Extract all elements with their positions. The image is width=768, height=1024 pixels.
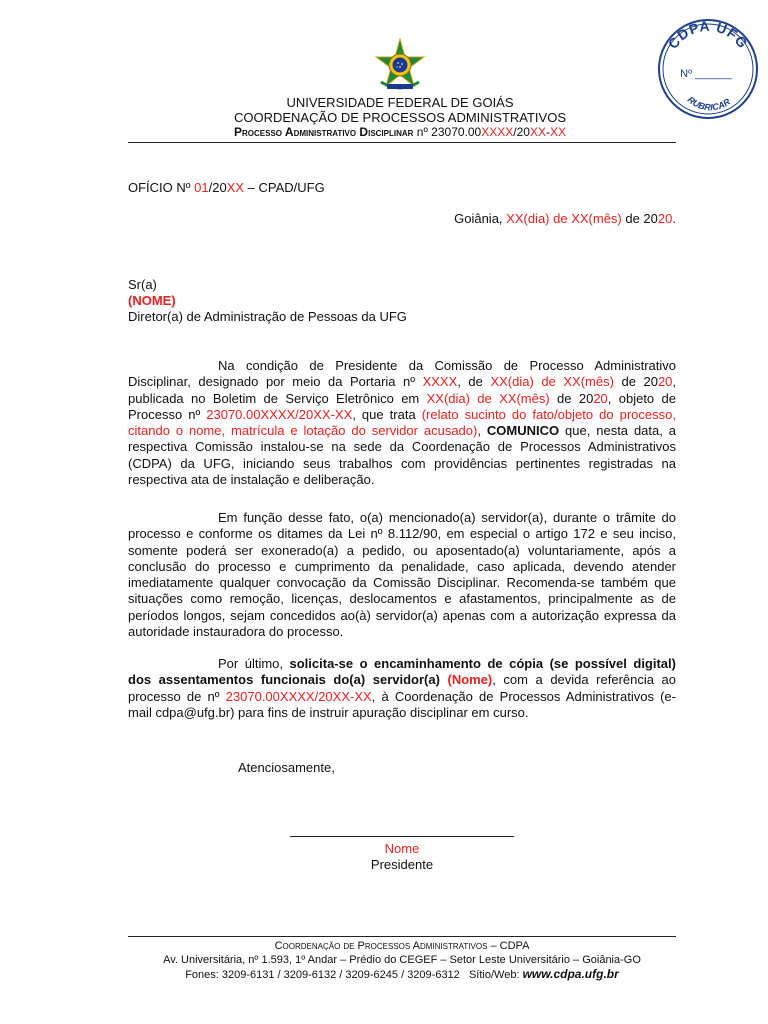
footer-contacts [120,967,684,983]
stamp-rubric: RUBRICAR [685,94,733,113]
p1-text: Na condição de Presidente da Comissão de Processo Administrativo Disciplinar, designado por meio da Portaria nº [128,358,676,390]
recipient-block [128,277,407,325]
process-number-suffix: XX [549,125,566,139]
p1-text: , objeto de Processo nº [128,390,676,422]
footer-divider [128,936,676,937]
oficio-suffix: – CPAD/UFG [244,180,325,195]
p1-portaria: XXXX [422,374,458,390]
closing: Atenciosamente, [238,760,335,775]
date-text: XX(dia) de XX(mês) [506,211,622,226]
p1-process-number: 23070.00XXXX/20XX-XX [206,406,353,422]
stamp-title: CDPA UFG [664,17,752,52]
process-number-prefix: nº 23070.00 [416,125,482,139]
date-year-prefix: de 20 [621,211,658,226]
p1-text: de 20 [613,374,658,390]
stamp-number: Nº ______ [680,68,732,80]
date-end: . [672,211,676,226]
process-header [180,125,620,140]
signature-line [290,836,514,837]
oficio-year: XX [226,180,245,195]
university-name: UNIVERSIDADE FEDERAL DE GOIÁS [286,95,514,110]
p1-boletim-year: 20 [593,390,608,406]
date-year: 20 [657,211,673,226]
oficio-slash: /20 [208,180,227,195]
svg-text:CDPA UFG [665,18,752,52]
p1-text: de 20 [549,390,594,406]
p3-request: solicita-se o encaminhamento de cópia (se possível digital) dos assentamentos funcionais do(a) servidor(a) [128,656,676,688]
p1-text: , publicada no Boletim de Serviço Eletrônico em [128,374,677,406]
p1-boletim-date: XX(dia) de XX(mês) [426,390,550,406]
p1-comunico: COMUNICO [486,423,560,439]
body-paragraph-2 [128,510,676,640]
signature-name: Nome [384,841,420,856]
recipient-salutation: Sr(a) [128,277,157,292]
process-number-slash: /20 [513,125,530,139]
footer-site-link[interactable]: www.cdpa.ufg.br [522,967,619,981]
p1-relato: (relato sucinto do fato/objeto do processo, citando o nome, matrícula e lotação do servidor acusado) [128,406,676,439]
footer-address: Av. Universitária, nº 1.593, 1º Andar – Prédio do CEGEF – Setor Leste Universitário – Goiânia-GO [163,954,641,966]
footer-coordination: Coordenação de Processos Administrativos – CDPA [274,940,530,952]
p2-text: Em função desse fato, o(a) mencionado(a) servidor(a), durante o trâmite do processo e conforme os ditames da Lei nº 8.112/90, em especial o artigo 172 e seu inciso, somente poderá ser exonerado(a) a pedido, ou aposentado(a) voluntariamente, após a conclusão do processo e cumprimento da penalidade, caso aplicada, devendo atender imediatamente qualquer convocação da Comissão Disciplinar. Recomenda-se também que situações como remoção, licenças, deslocamentos e afastamentos, principalmente as de períodos longos, sejam concedidos ao(à) servidor(a) apenas com a autorização expressa da autoridade instauradora do processo. [128,510,676,640]
body-paragraph-1 [128,358,676,488]
p1-text: , que trata [352,406,422,422]
recipient-role: Diretor(a) de Administração de Pessoas da UFG [128,309,407,324]
process-number-xxxx: XXXX [481,125,514,139]
p1-text: , [477,423,487,439]
p3-text: Por último, [218,656,290,671]
date-city: Goiânia, [454,211,507,226]
process-label: Processo Administrativo Disciplinar [234,125,414,139]
p3-process-number: 23070.00XXXX/20XX-XX [225,688,372,704]
process-number-year: XX [529,125,546,139]
svg-text:RUBRICAR [686,94,733,112]
footer-phones: Fones: 3209-6131 / 3209-6132 / 3209-6245 / 3209-6312 [185,969,460,981]
p3-server-name: (Nome) [447,672,493,688]
p1-text: que, nesta data, a respectiva Comissão instalou-se na sede da Coordenação de Processos Administrativos (CDPA) da UFG, iniciando seus trabalhos com providências pertinentes registradas na respectiva ata de instalação e deliberação. [128,423,676,488]
oficio-prefix: OFÍCIO Nº [128,180,195,195]
oficio-number [128,180,325,196]
cdpa-stamp [656,17,760,121]
letter-date [454,211,676,227]
p1-text: , de [457,374,491,390]
p3-text: , com a devida referência ao processo de nº [128,672,676,704]
recipient-name: (NOME) [128,293,176,308]
footer-site-label: Sítio/Web: [468,969,523,981]
p1-portaria-date: XX(dia) de XX(mês) [490,374,614,390]
coordination-name: COORDENAÇÃO DE PROCESSOS ADMINISTRATIVOS [233,110,567,125]
header-divider [128,142,676,143]
process-number-dash: - [545,125,550,139]
signature-role: Presidente [370,857,434,872]
p3-text: , à Coordenação de Processos Administrativos (e-mail cdpa@ufg.br) para fins de instruir apuração disciplinar em curso. [128,688,676,720]
brasao-coat-of-arms-icon [373,38,427,92]
oficio-num: 01 [194,180,209,195]
body-paragraph-3 [128,656,676,721]
p1-portaria-year: 20 [657,374,673,390]
